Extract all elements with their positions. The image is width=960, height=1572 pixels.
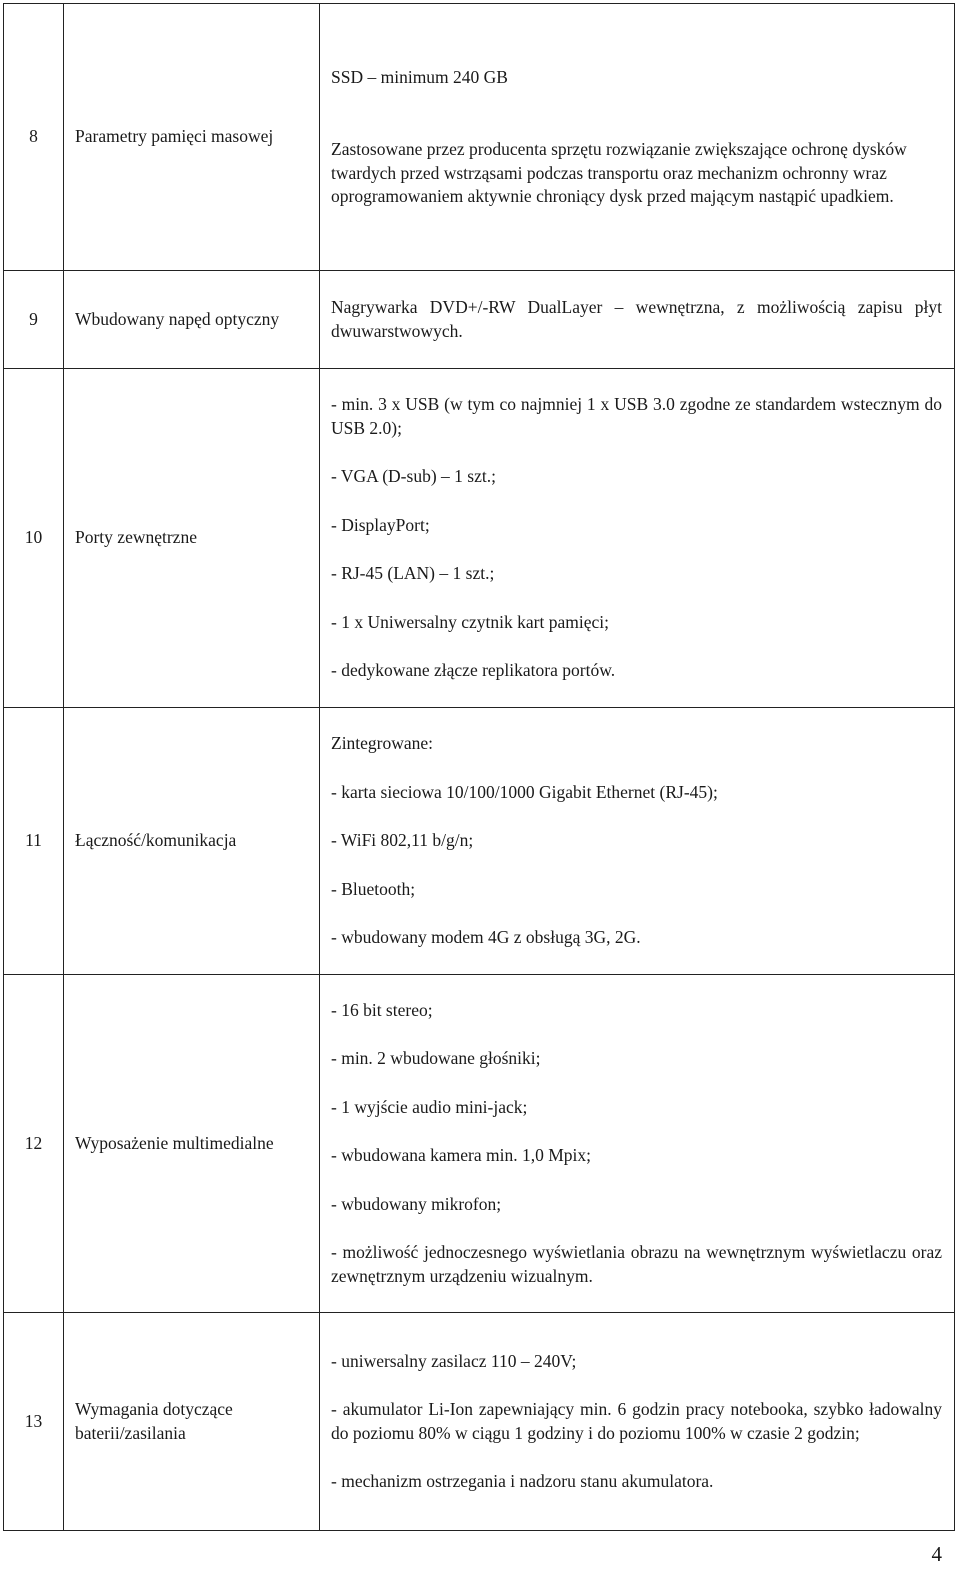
description-line: - Bluetooth; xyxy=(331,878,416,899)
row-description xyxy=(320,708,955,975)
description-line: - karta sieciowa 10/100/1000 Gigabit Ethernet (RJ-45); xyxy=(331,781,718,802)
description-line: - 1 x Uniwersalny czytnik kart pamięci; xyxy=(331,611,609,632)
description-line: Zastosowane przez producenta sprzętu rozwiązanie zwiększające ochronę dysków twardych przed wstrząsami podczas transportu oraz mechanizm ochronny wraz oprogramowaniem aktywnie chroniący dysk przed mającym nastąpić upadkiem. xyxy=(331,139,907,206)
row-description xyxy=(320,271,955,369)
row-description xyxy=(320,369,955,708)
row-description xyxy=(320,975,955,1313)
description-line: - min. 3 x USB (w tym co najmniej 1 x USB 3.0 zgodne ze standardem wstecznym do USB 2.0); xyxy=(331,394,942,438)
description-line: - DisplayPort; xyxy=(331,514,430,535)
description-line: - 1 wyjście audio mini-jack; xyxy=(331,1096,528,1117)
table-row xyxy=(4,369,955,708)
description-line: - możliwość jednoczesnego wyświetlania obrazu na wewnętrznym wyświetlaczu oraz zewnętrznym urządzeniu wizualnym. xyxy=(331,1242,942,1286)
description-line: Nagrywarka DVD+/-RW DualLayer – wewnętrzna, z możliwością zapisu płyt dwuwarstwowych. xyxy=(331,297,942,341)
description-line: Zintegrowane: xyxy=(331,733,434,754)
table-row xyxy=(4,4,955,271)
description-line: - mechanizm ostrzegania i nadzoru stanu akumulatora. xyxy=(331,1471,714,1491)
specification-table xyxy=(3,3,955,1531)
row-parameter-name: Porty zewnętrzne xyxy=(64,369,320,708)
table-row xyxy=(4,708,955,975)
description-line: - dedykowane złącze replikatora portów. xyxy=(331,660,616,681)
description-line: - 16 bit stereo; xyxy=(331,999,433,1020)
description-line: - RJ-45 (LAN) – 1 szt.; xyxy=(331,563,495,584)
row-number: 10 xyxy=(4,369,64,708)
table-row xyxy=(4,271,955,369)
description-line: - wbudowany mikrofon; xyxy=(331,1193,502,1214)
table-row xyxy=(4,975,955,1313)
row-parameter-name: Łączność/komunikacja xyxy=(64,708,320,975)
description-line: - VGA (D-sub) – 1 szt.; xyxy=(331,466,496,487)
description-line: - min. 2 wbudowane głośniki; xyxy=(331,1048,541,1069)
row-number: 8 xyxy=(4,4,64,271)
row-number: 13 xyxy=(4,1313,64,1531)
row-parameter-name: Parametry pamięci masowej xyxy=(64,4,320,271)
row-parameter-name: Wbudowany napęd optyczny xyxy=(64,271,320,369)
description-line: SSD – minimum 240 GB xyxy=(331,66,508,87)
description-line: - WiFi 802,11 b/g/n; xyxy=(331,830,474,851)
page-number: 4 xyxy=(931,1542,942,1566)
row-number: 11 xyxy=(4,708,64,975)
row-description xyxy=(320,4,955,271)
row-parameter-name: Wyposażenie multimedialne xyxy=(64,975,320,1313)
description-line: - wbudowana kamera min. 1,0 Mpix; xyxy=(331,1145,592,1166)
description-line: - uniwersalny zasilacz 110 – 240V; xyxy=(331,1350,577,1371)
row-parameter-name: Wymagania dotyczące baterii/zasilania xyxy=(64,1313,320,1531)
row-number: 12 xyxy=(4,975,64,1313)
description-line: - wbudowany modem 4G z obsługą 3G, 2G. xyxy=(331,927,641,948)
row-number: 9 xyxy=(4,271,64,369)
row-description xyxy=(320,1313,955,1531)
table-row xyxy=(4,1313,955,1531)
description-line: - akumulator Li-Ion zapewniający min. 6 godzin pracy notebooka, szybko ładowalny do poziomu 80% w ciągu 1 godziny i do poziomu 100% w czasie 2 godzin; xyxy=(331,1399,942,1443)
